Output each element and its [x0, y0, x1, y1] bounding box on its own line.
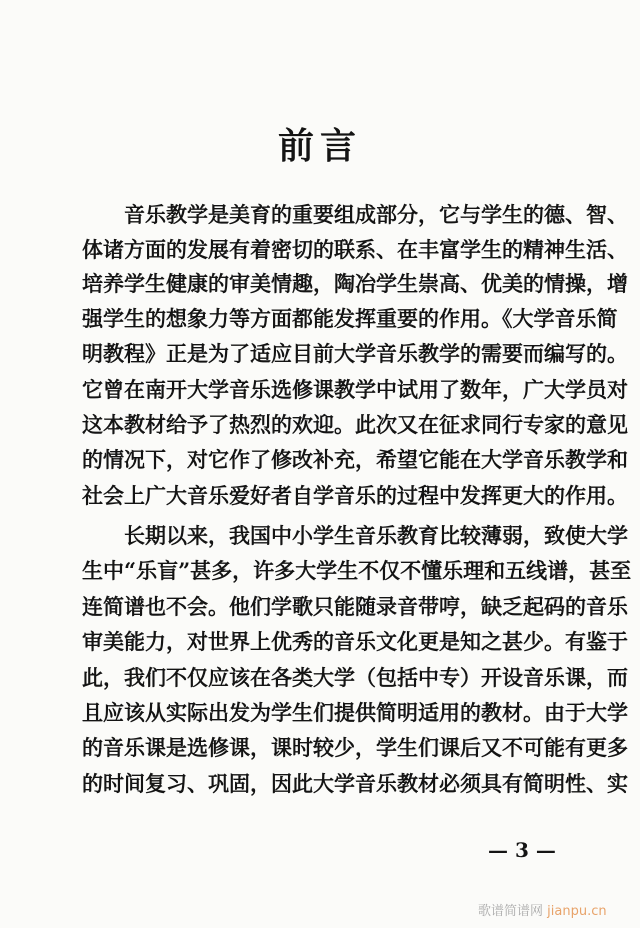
- text-line: 的音乐课是选修课，课时较少，学生们课后又不可能有更多: [82, 735, 628, 760]
- text-line: 此，我们不仅应该在各类大学（包括中专）开设音乐课，而: [82, 665, 628, 690]
- text-line: 长期以来，我国中小学生音乐教育比较薄弱，致使大学: [124, 523, 628, 548]
- text-line: 它曾在南开大学音乐选修课教学中试用了数年，广大学员对: [82, 377, 628, 402]
- text-line: 连简谱也不会。他们学歌只能随录音带哼，缺乏起码的音乐: [82, 594, 628, 619]
- text-line: 生中“乐盲”甚多，许多大学生不仅不懂乐理和五线谱，甚至: [82, 558, 632, 583]
- text-line: 强学生的想象力等方面都能发挥重要的作用。《大学音乐简: [82, 306, 618, 331]
- watermark-url: jianpu.cn: [547, 904, 607, 919]
- text-line: 音乐教学是美育的重要组成部分，它与学生的德、智、: [124, 202, 628, 227]
- page-number: — 3 —: [488, 838, 556, 862]
- text-line: 明教程》正是为了适应目前大学音乐教学的需要而编写的。: [82, 341, 628, 366]
- text-line: 且应该从实际出发为学生们提供简明适用的教材。由于大学: [82, 700, 628, 725]
- watermark: [478, 900, 607, 919]
- text-line: 体诸方面的发展有着密切的联系、在丰富学生的精神生活、: [82, 237, 628, 262]
- page-title: 前言: [277, 125, 362, 167]
- text-line: 的时间复习、巩固，因此大学音乐教材必须具有简明性、实: [82, 771, 628, 796]
- text-line: 审美能力，对世界上优秀的音乐文化更是知之甚少。有鉴于: [82, 629, 628, 654]
- watermark-site-name: 歌谱简谱网: [478, 904, 544, 919]
- text-line: 这本教材给予了热烈的欢迎。此次又在征求同行专家的意见: [82, 412, 628, 437]
- text-line: 的情况下，对它作了修改补充，希望它能在大学音乐教学和: [82, 447, 628, 472]
- text-line: 社会上广大音乐爱好者自学音乐的过程中发挥更大的作用。: [82, 483, 628, 508]
- text-line: 培养学生健康的审美情趣，陶冶学生崇高、优美的情操，增: [82, 271, 628, 296]
